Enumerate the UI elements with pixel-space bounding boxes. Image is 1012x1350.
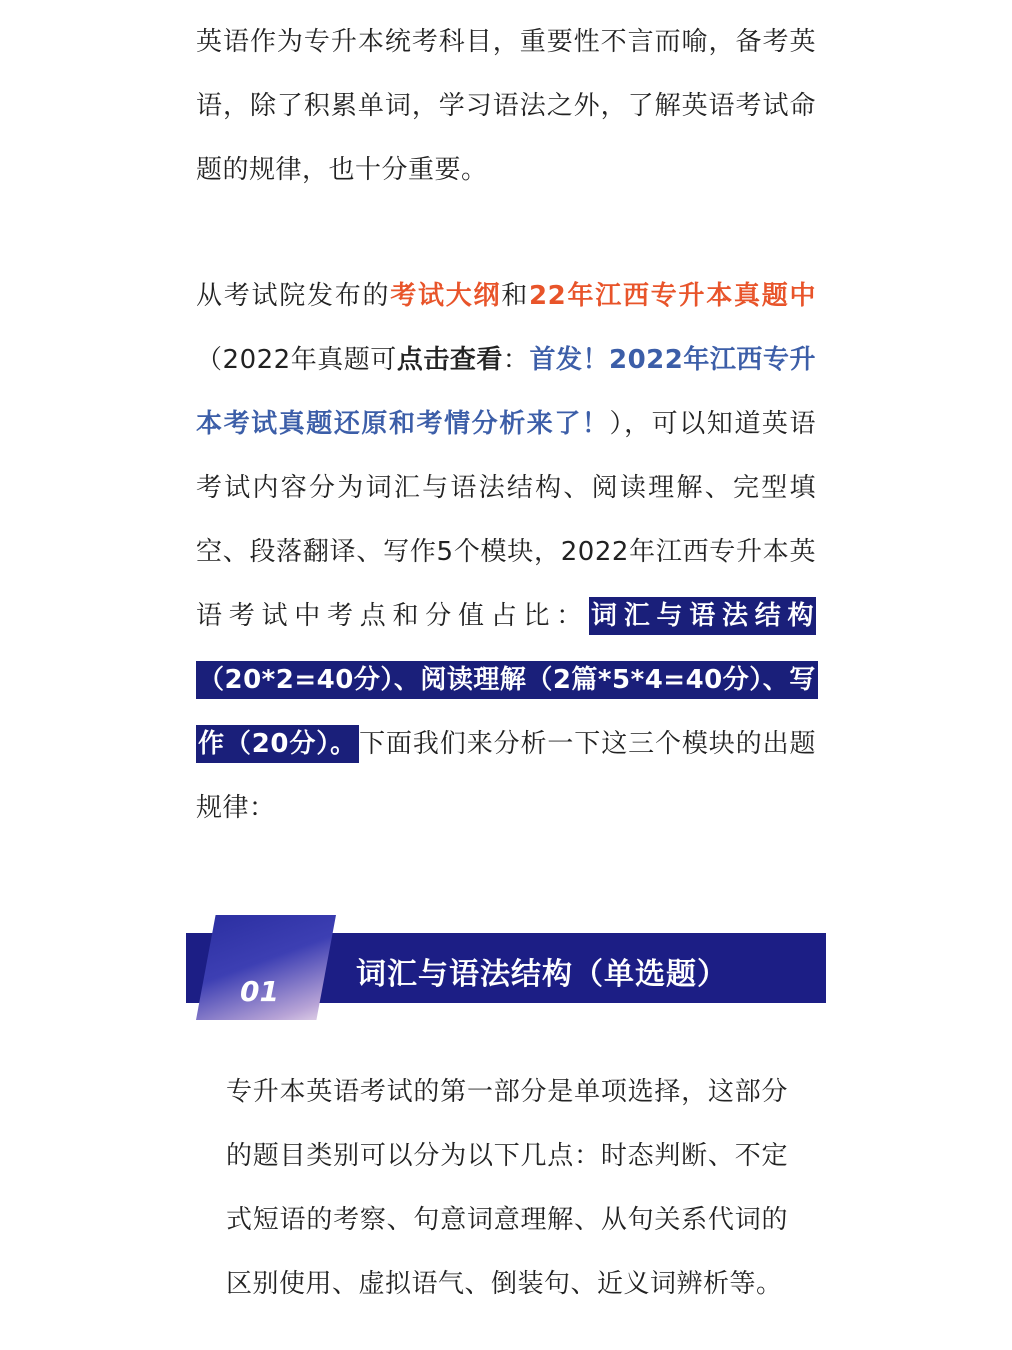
section-number: 01 (240, 975, 279, 1008)
text-segment: ），可以知道英语考试内容分为词汇与语法结构、阅读理解、完型填空、段落翻译、写作5个模块，2022年江西专升本英语考试中考点和分值占比： (196, 409, 816, 631)
section-header (186, 915, 826, 1025)
section-paragraph: 专升本英语考试的第一部分是单项选择，这部分的题目类别可以分为以下几点：时态判断、不定式短语的考察、句意词意理解、从句关系代词的区别使用、虚拟语气、倒装句、近义词辨析等。 (226, 1077, 788, 1299)
exam-questions-link[interactable]: 22年江西专升本真题中 (529, 281, 816, 311)
text-segment: （2022年真题可 (196, 345, 397, 375)
article-link[interactable]: 首发！2022年江西专升本考试真题还原和考情分析来了！ (196, 345, 816, 439)
text-segment: 和 (501, 281, 530, 311)
text-segment: 下面我们来分析一下这三个模块的出题规律： (196, 729, 816, 823)
score-highlight: 词汇与语法结构（20*2=40分）、阅读理解（2篇*5*4=40分）、写作（20分）。 (196, 597, 818, 763)
exam-content-paragraph (196, 264, 816, 840)
exam-outline-link[interactable]: 考试大纲 (390, 281, 502, 311)
text-segment: ： (502, 345, 530, 375)
section-title: 词汇与语法结构（单选题） (356, 957, 728, 992)
click-view-text: 点击查看 (396, 345, 503, 375)
intro-paragraph: 英语作为专升本统考科目，重要性不言而喻，备考英语，除了积累单词，学习语法之外，了解英语考试命题的规律，也十分重要。 (196, 27, 816, 185)
text-segment: 从考试院发布的 (196, 281, 391, 311)
